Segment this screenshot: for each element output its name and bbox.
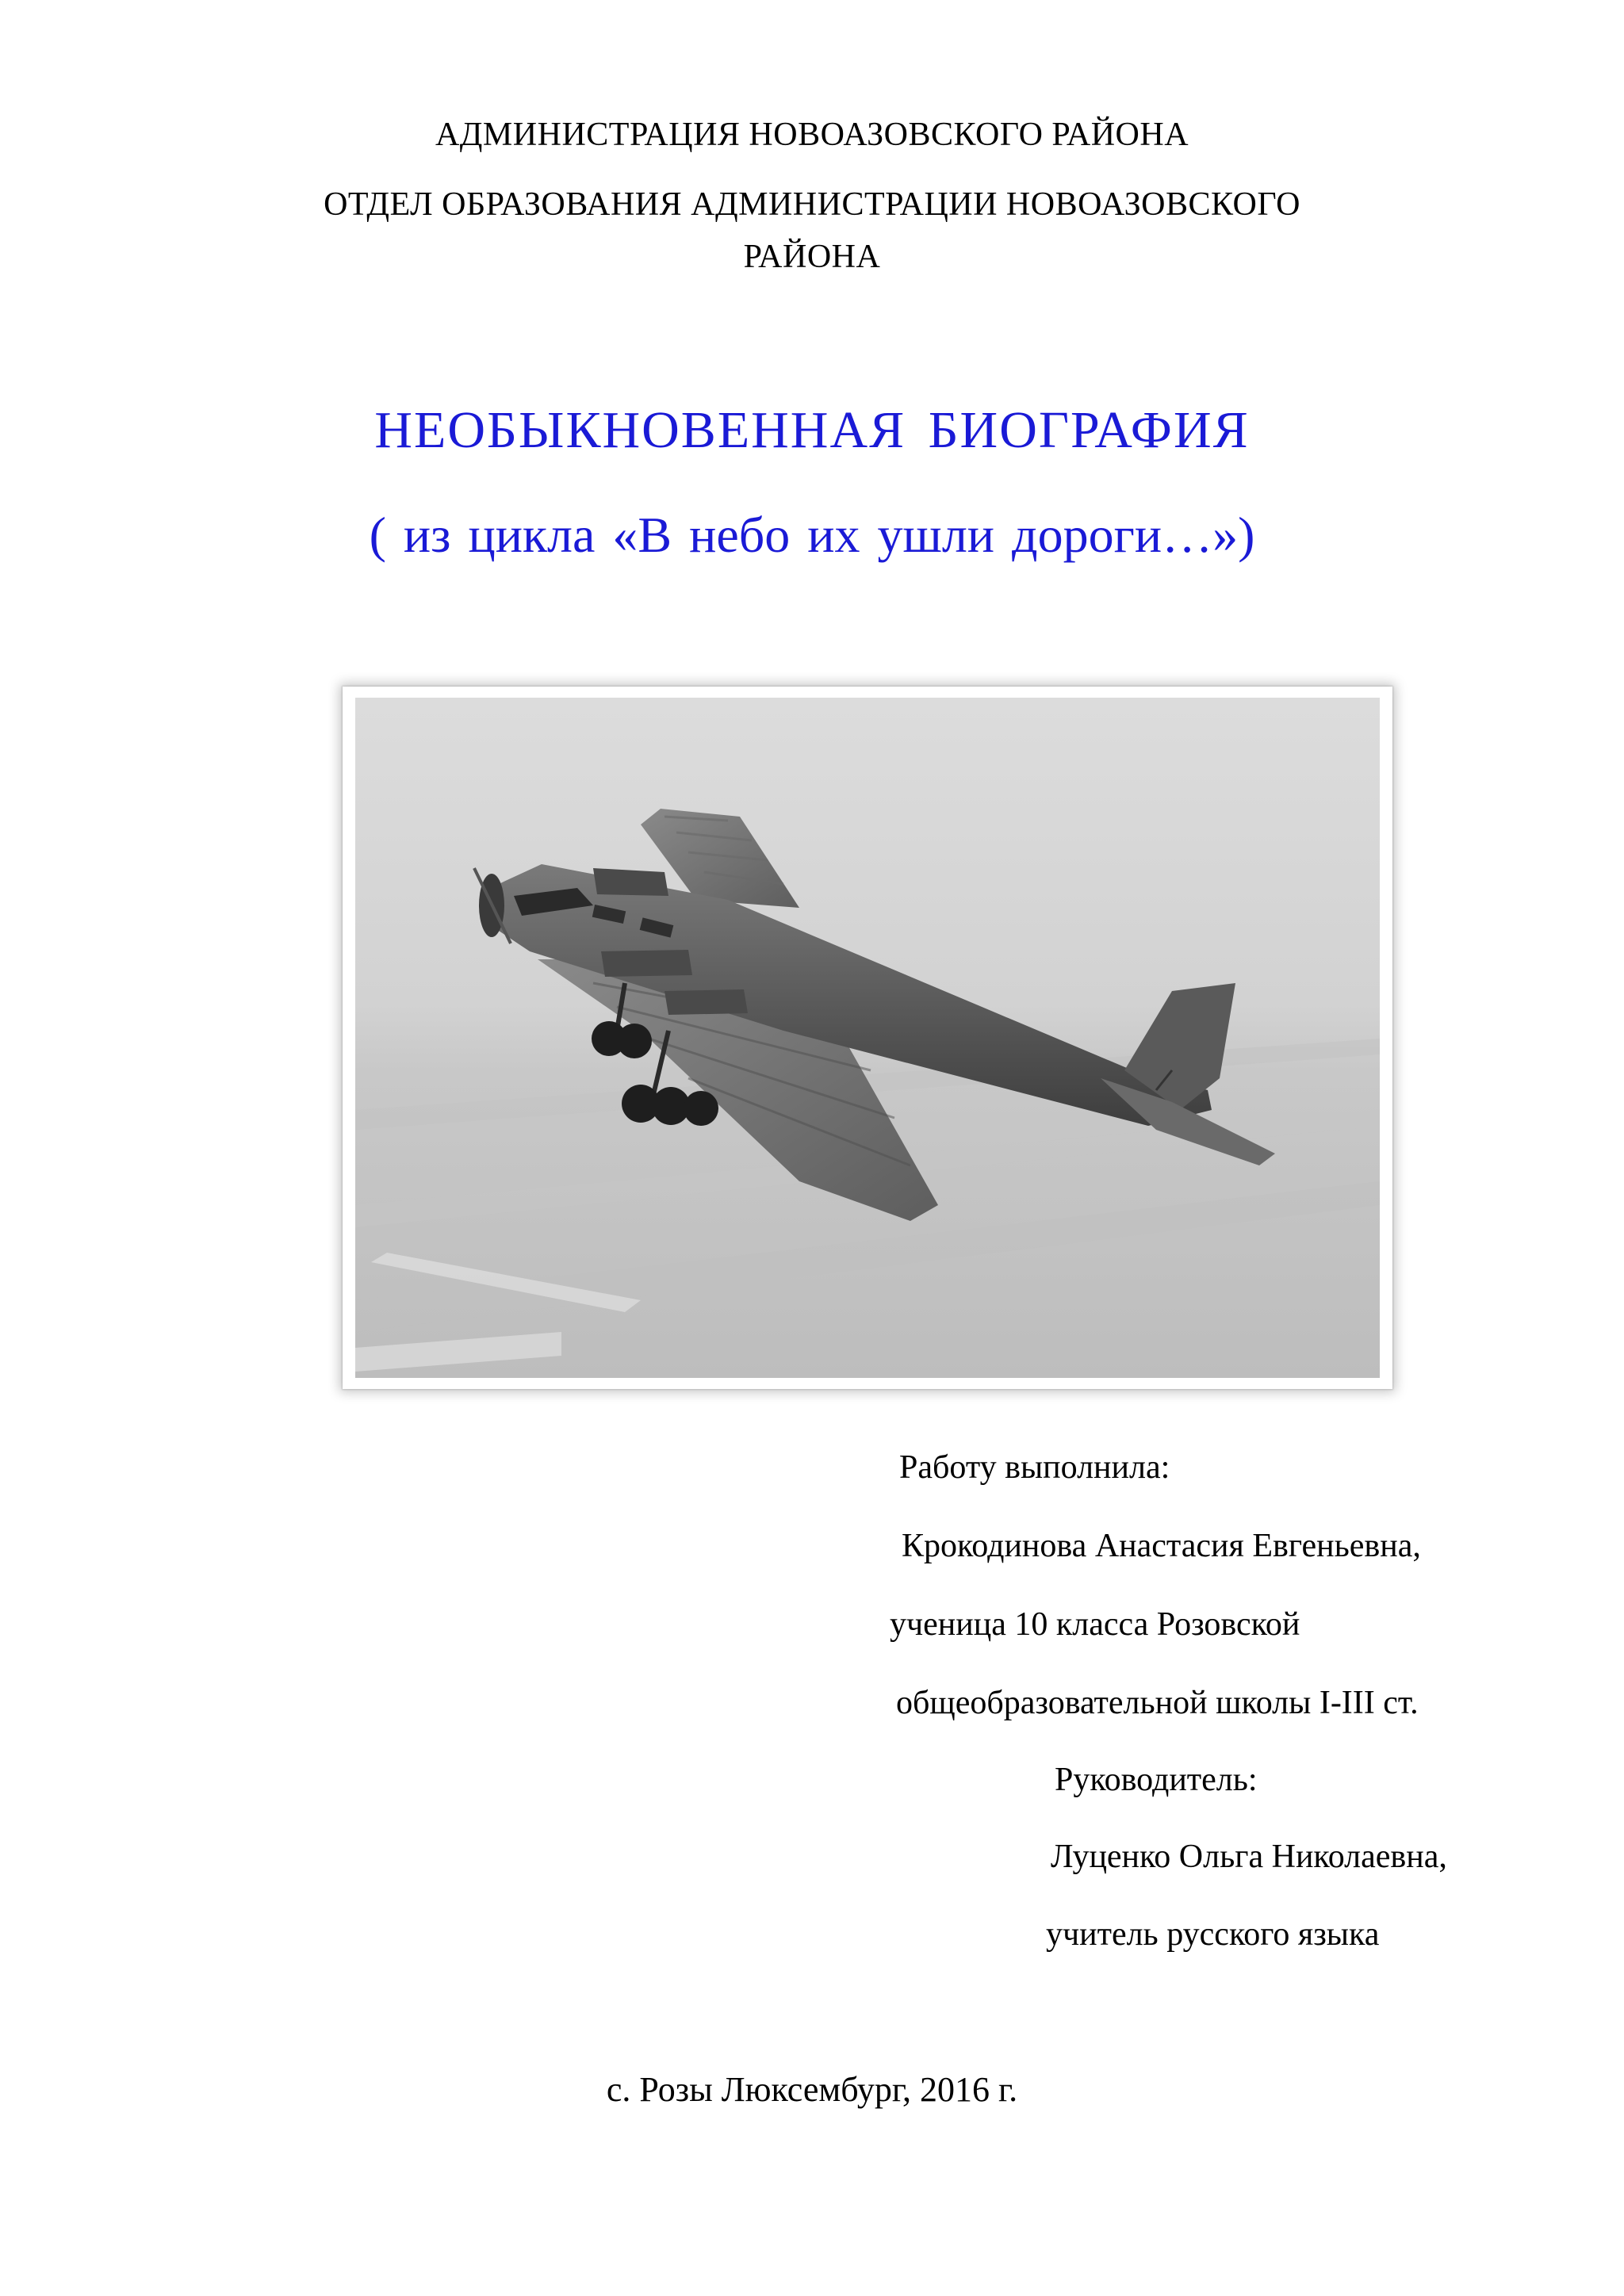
document-title: НЕОБЫКНОВЕННАЯ БИОГРАФИЯ (374, 401, 1250, 459)
document-subtitle: ( из цикла «В небо их ушли дороги…») (369, 507, 1255, 563)
aircraft-photo (355, 698, 1380, 1378)
author-role-line2: общеобразовательной школы І-ІІІ ст. (896, 1685, 1419, 1721)
supervisor-role: учитель русского языка (1046, 1916, 1380, 1953)
photo-frame (343, 687, 1392, 1389)
author-label: Работу выполнила: (899, 1449, 1170, 1486)
author-role-line1: ученица 10 класса Розовской (890, 1606, 1300, 1643)
author-name: Крокодинова Анастасия Евгеньевна, (902, 1528, 1421, 1564)
header-administration: АДМИНИСТРАЦИЯ НОВОАЗОВСКОГО РАЙОНА (435, 117, 1189, 153)
supervisor-label: Руководитель: (1055, 1762, 1258, 1798)
header-district: РАЙОНА (743, 239, 881, 275)
place-and-year: с. Розы Люксембург, 2016 г. (606, 2070, 1018, 2109)
supervisor-name: Луценко Ольга Николаевна, (1051, 1839, 1447, 1875)
header-education-department: ОТДЕЛ ОБРАЗОВАНИЯ АДМИНИСТРАЦИИ НОВОАЗОВСКОГО (324, 186, 1300, 223)
